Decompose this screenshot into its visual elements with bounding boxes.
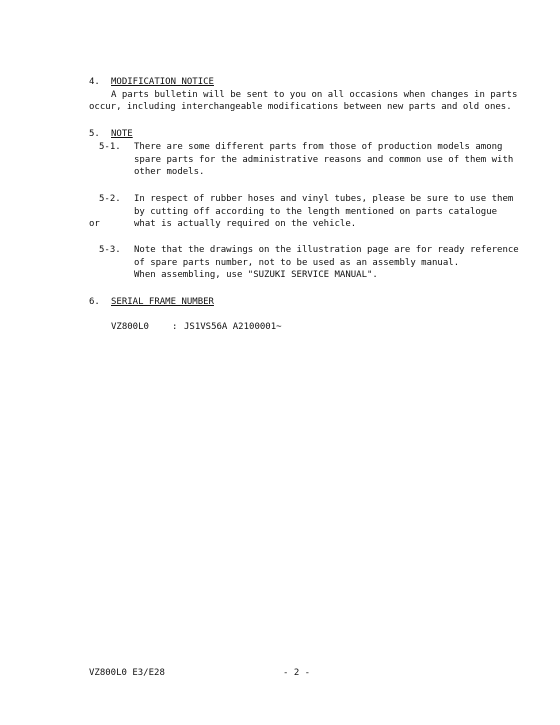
section-4-heading: MODIFICATION NOTICE — [111, 77, 214, 87]
section-4-line-2: occur, including interchangeable modifications between new parts and old ones. — [89, 102, 512, 112]
page-number: - 2 - — [283, 668, 311, 678]
serial-frame-number: JS1VS56A A2100001~ — [184, 322, 282, 332]
note-5-1-line-2: spare parts for the administrative reasons and common use of them with — [134, 154, 514, 165]
serial-separator: : — [172, 322, 178, 332]
note-5-2-line-1: In respect of rubber hoses and vinyl tubes, please be sure to use them — [134, 194, 514, 204]
note-5-2-line-2: by cutting off according to the length mentioned on parts catalogue — [134, 206, 498, 217]
note-5-2-line-3: what is actually required on the vehicle. — [134, 219, 357, 229]
section-5-number: 5. — [89, 129, 100, 139]
note-5-2-text — [134, 193, 513, 231]
note-5-2-side-word: or — [89, 219, 100, 229]
note-5-1-number: 5-1. — [99, 142, 121, 152]
section-4-line-1: A parts bulletin will be sent to you on all occasions when changes in parts — [111, 90, 518, 100]
section-4-number: 4. — [89, 77, 100, 87]
note-5-1-line-1: There are some different parts from those of production models among — [134, 142, 503, 152]
note-5-3-line-1: Note that the drawings on the illustration page are for ready reference — [134, 245, 519, 255]
note-5-1-text — [134, 141, 513, 179]
note-5-3-line-3: When assembling, use "SUZUKI SERVICE MANUAL". — [134, 270, 378, 280]
note-5-3-number: 5-3. — [99, 245, 121, 255]
footer-model-code: VZ800L0 E3/E28 — [89, 668, 165, 678]
section-6-heading: SERIAL FRAME NUMBER — [111, 297, 214, 307]
note-5-3-line-2: of spare parts number, not to be used as an assembly manual. — [134, 257, 460, 268]
note-5-2-number: 5-2. — [99, 194, 121, 204]
note-5-1-line-3: other models. — [134, 167, 205, 177]
note-5-3-text — [134, 244, 519, 282]
section-6-number: 6. — [89, 297, 100, 307]
serial-model: VZ800L0 — [111, 322, 149, 332]
section-5-heading: NOTE — [111, 129, 133, 139]
